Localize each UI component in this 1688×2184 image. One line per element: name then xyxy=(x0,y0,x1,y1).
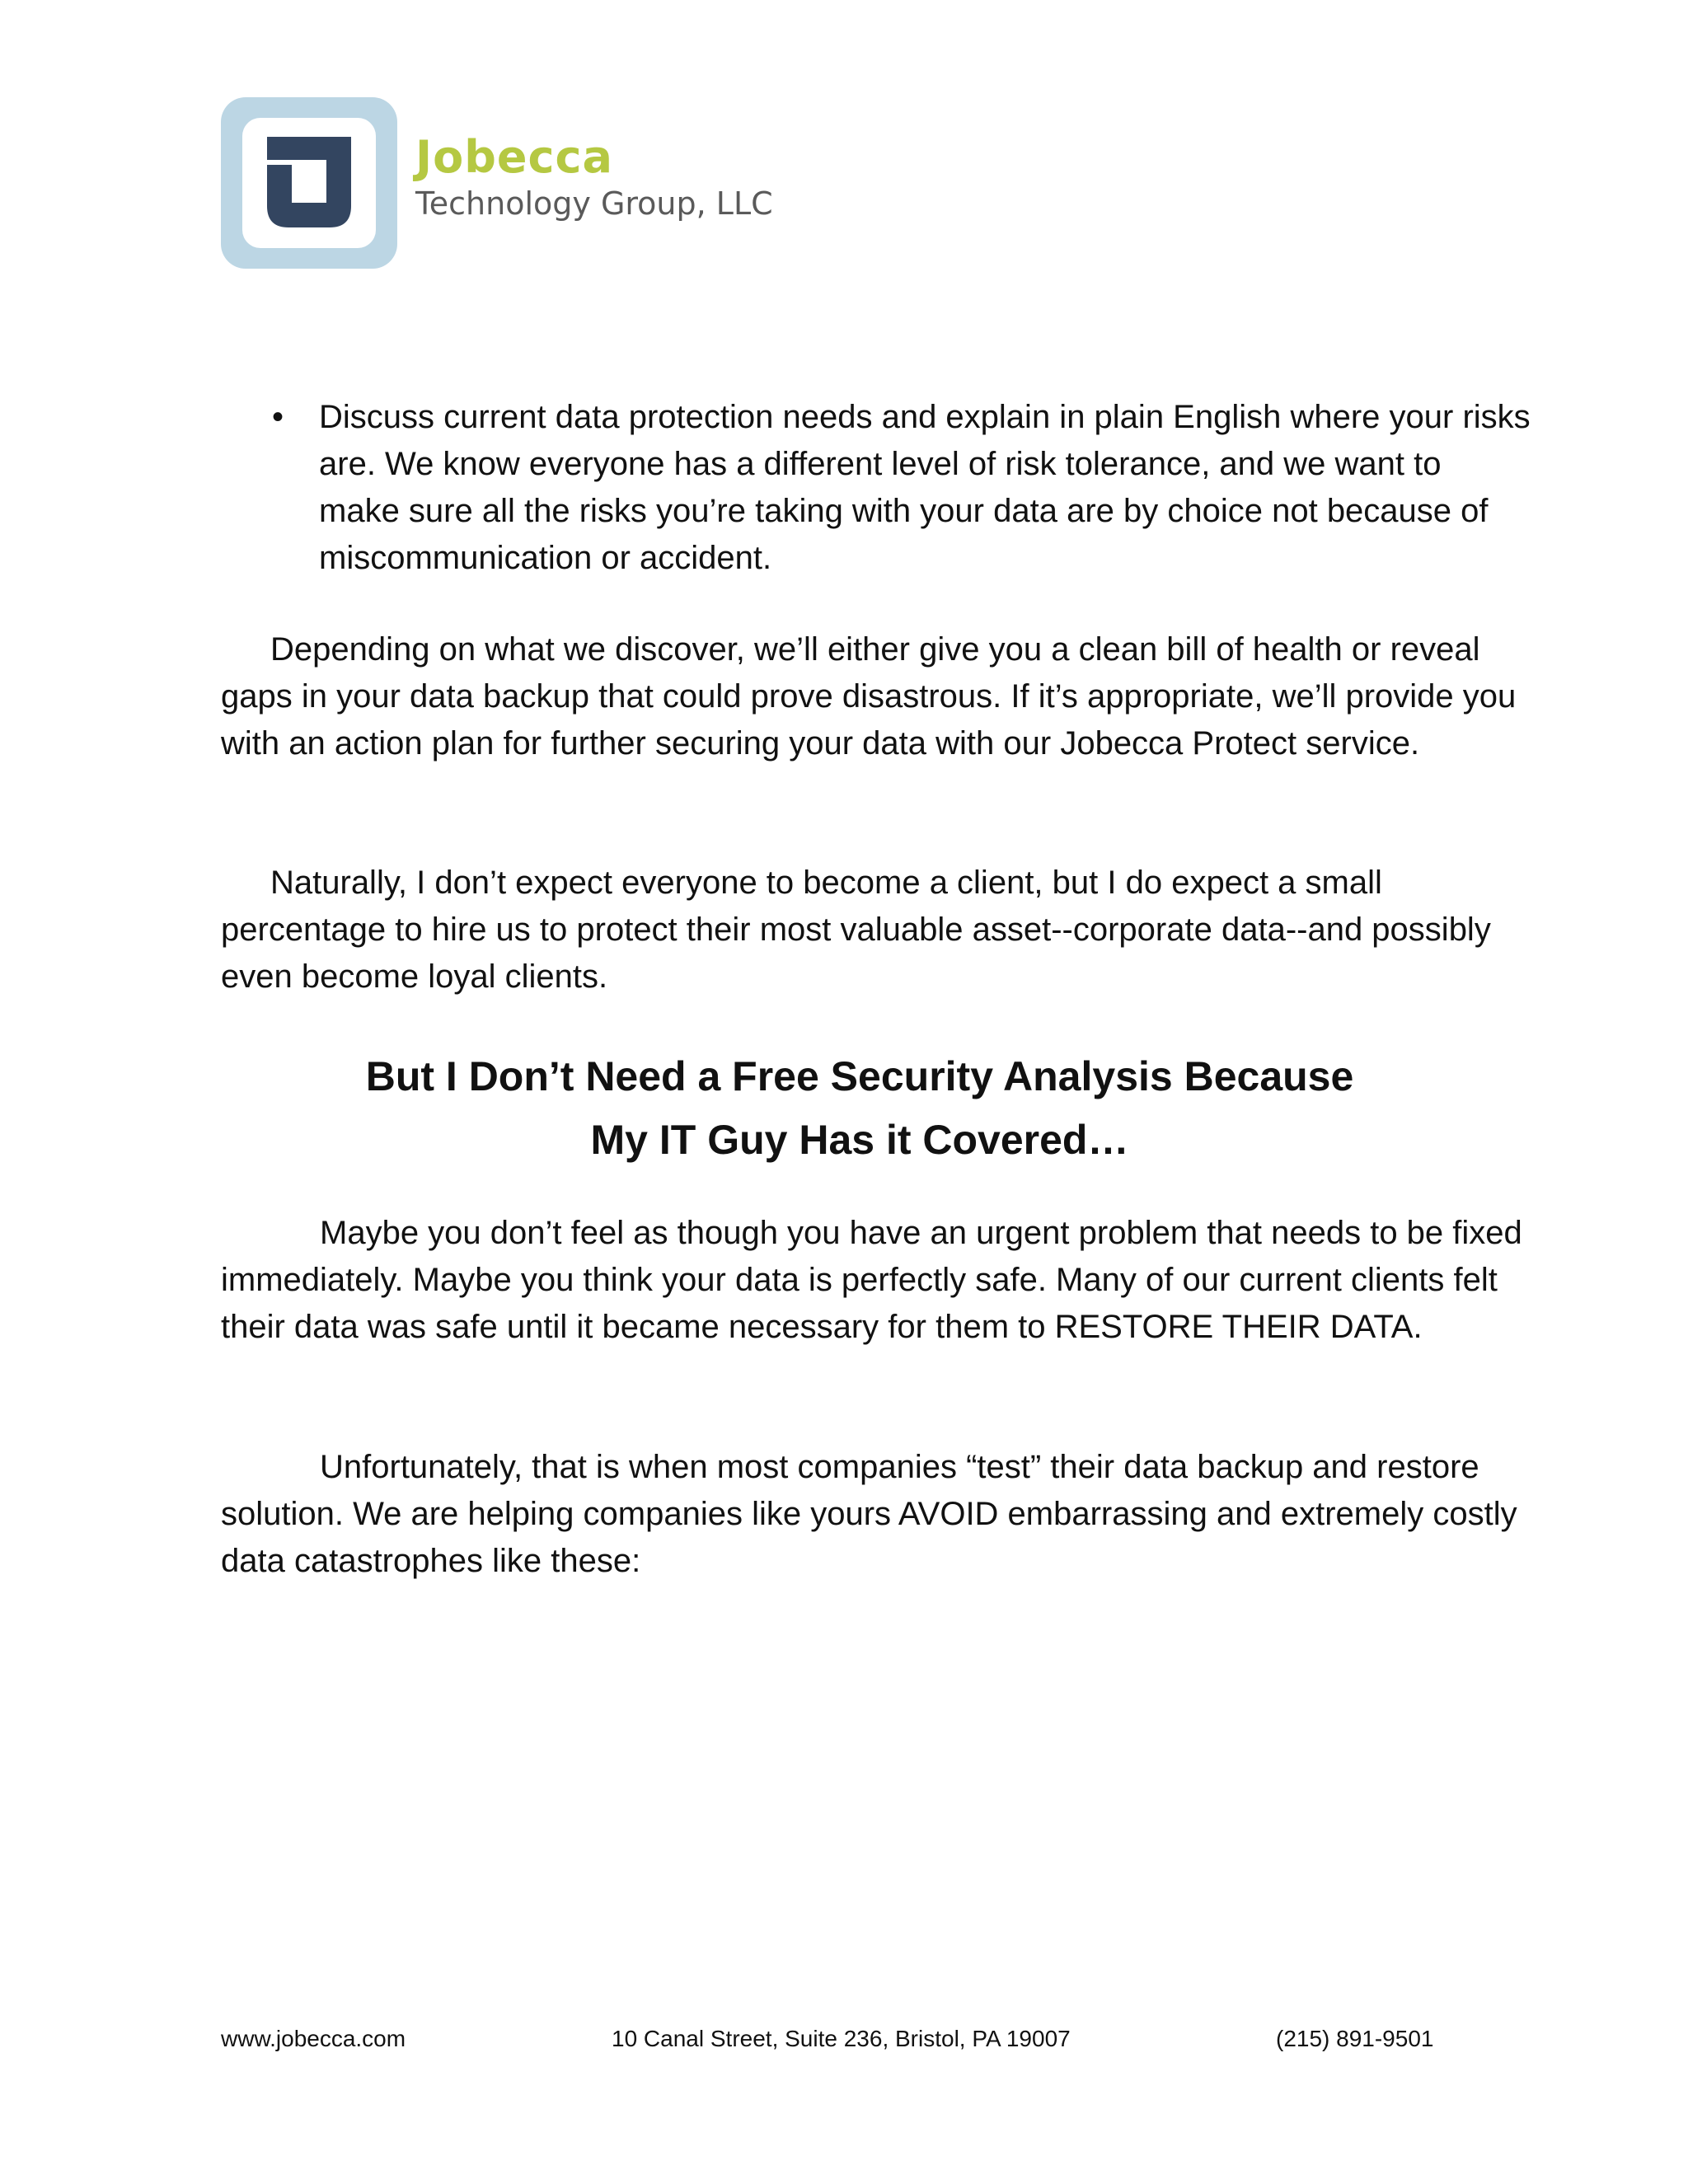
section-heading xyxy=(221,1045,1498,1172)
footer-address: 10 Canal Street, Suite 236, Bristol, PA 19007 xyxy=(612,2026,1071,2051)
section-heading-line-2: My IT Guy Has it Covered… xyxy=(590,1117,1129,1163)
paragraph-expectations: Naturally, I don’t expect everyone to become a client, but I do expect a small percentage to hire us to protect their most valuable asset--corporate data--and possibly even become loyal clients. xyxy=(221,865,1491,995)
company-logo xyxy=(221,97,773,270)
paragraph-catastrophes: Unfortunately, that is when most companies “test” their data backup and restore solution. We are helping companies like yours AVOID embarrassing and extremely costly data catastrophes like these: xyxy=(221,1449,1517,1579)
bullet-symbol: • xyxy=(272,399,284,435)
section-heading-line-1: But I Don’t Need a Free Security Analysis Because xyxy=(365,1053,1354,1099)
paragraph-findings: Depending on what we discover, we’ll either give you a clean bill of health or reveal gaps in your data backup that could prove disastrous. If it’s appropriate, we’ll provide you with an action plan for further securing your data with our Jobecca Protect service. xyxy=(221,631,1517,762)
footer-phone: (215) 891-9501 xyxy=(1276,2026,1434,2051)
bullet-text: Discuss current data protection needs and explain in plain English where your risks are. We know everyone has a different level of risk tolerance, and we want to make sure all the risks you’re taking with your data are by choice not because of miscommunication or accident. xyxy=(319,399,1531,576)
logo-tagline: Technology Group, LLC xyxy=(415,185,773,222)
footer-website: www.jobecca.com xyxy=(221,2026,406,2051)
logo-company-name: Jobecca xyxy=(415,131,613,183)
jobecca-logo-mark-icon xyxy=(221,97,397,269)
paragraph-urgency: Maybe you don’t feel as though you have an urgent problem that needs to be fixed immediately. Maybe you think your data is perfectly safe. Many of our current clients felt their data was safe until it became necessary for them to RESTORE THEIR DATA. xyxy=(221,1215,1522,1345)
